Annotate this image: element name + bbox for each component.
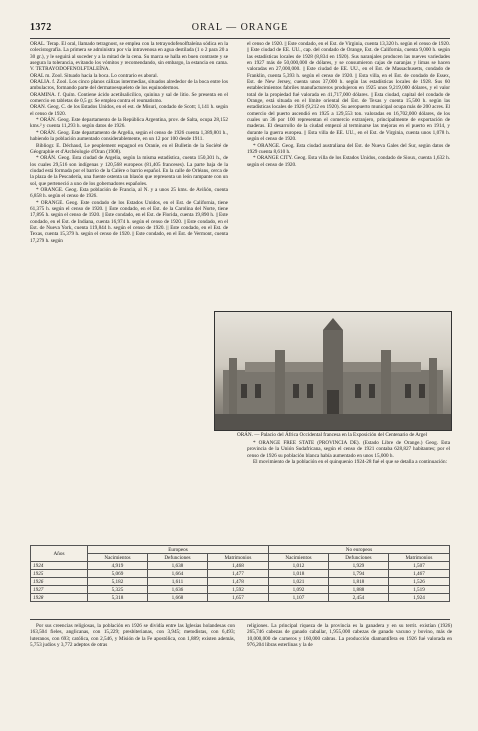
column-header: Matrimonios xyxy=(388,554,449,562)
table-cell: 5,325 xyxy=(88,586,148,594)
column-header: Nacimientos xyxy=(88,554,148,562)
table-cell: 1,794 xyxy=(328,570,388,578)
column-header: Matrimonios xyxy=(207,554,268,562)
bibliography-paragraph: Bibliogr. E. Déchaud, Le peuplement espagnol en Oranie, en el Bulletin de la Société de Géographie et d'Archéologie d'Oran (1908). xyxy=(30,142,228,155)
entry-paragraph: ORAL. Terap. El oral, llamado tetragnost, se emplea con la tetrayodofenolftaleína sódica en la colecistografía. La primera se administra por vía intravenosa en agua destilada (1 o 2 para 20 a 30 gr.), y le seguirá al suceder y a la mitad de la cena. Su marca se halla en buen contraste y se asegura la tolerancia, evitando los vómitos y recomendando, sin embargo, la estancia en cama. V. TETRAYODOFENOLFTALEÍNA. xyxy=(30,41,228,73)
table-cell: 1,467 xyxy=(388,570,449,578)
table-rule xyxy=(30,619,450,620)
table-cell: 1,519 xyxy=(388,586,449,594)
table-row xyxy=(31,586,450,594)
table-cell: 5,182 xyxy=(88,578,148,586)
entry-paragraph: * ORANGE. Geog. Este condado de los Estados Unidos, en el Est. de California, tiene 61,375 h. según el censo de 1920. || Este condado, en el Est. de la Carolina del Norte, tiene 17,895 h. según el censo de 1920. || Este condado, en el Est. de Florida, cuenta 19,890 h. || Este condado, en el Est. de Indiana, cuenta 16,974 h. según el censo de 1920. || Este condado, en el Est. de Nueva York, cuenta 119,844 h. según el censo de 1920. || Este condado, en el Est. de Texas, cuenta 15,379 h. según el censo de 1920. || Este condado, en el Est. de Vermont, cuenta 17,279 h. según xyxy=(30,199,228,244)
table-cell: 1,888 xyxy=(328,586,388,594)
year-header: Años xyxy=(31,546,88,562)
entry-paragraph: * ORÁN. Geog. Esta ciudad de Argelia, según la misma estadística, cuenta 150,301 h., de los cuales 29,516 son indígenas y 120,568 europeos (81,405 franceses). La parte baja de la ciudad está formada por el barrio de la Calère o barrio español. En la calle de Orléans, cerca de la plaza de la Pescadería, una fuente ostenta un blasón que representa un león rampante con un sol, que perteneció a uno de los gobernadores españoles. xyxy=(30,155,228,187)
header-rule xyxy=(30,38,450,39)
entry-paragraph: ORAL m. Zool. Situado hacia la boca. Lo contrario es aboral. xyxy=(30,72,159,79)
entry-paragraph: el censo de 1920. || Este condado, en el Est. de Virginia, cuenta 13,320 h. según el censo de 1920. || Este ciudad de EE. UU., cap. del condado de Orange, Est. de California, cuenta 9,000 h. según las estadísticas locales de 1928 (8,834 en 1920). Sus naranjales producen las nueves variedades en 1927 más de 50,000,000 de dólares, y se consumieron cajas de naranjas y limas se hacen valoradas en 27,000,000. || Este ciudad de EE. UU., en el Est. de Massachusetts, condado de Franklin, cuenta 5,393 h. según el censo de 1920. || Esta villa, en el Est. de condado de Essex, Est. de New Jersey, cuenta unos 37,000 h. según las estadísticas locales de 1928. Sus 60 establecimientos fabriles manufactureros produjeron en 1925 unos 9,219,000 dólares, y el valor total de la propiedad fué valorada en 41,717,000 dólares. || Esta ciudad, capital del condado de Orange, está situada en el límite oriental del Est. de Texas y cuenta 15,500 h. según las estadísticas locales de 1926 (9,212 en 1920). Su aeropuerto municipal ocupa más de 200 acres. El comercio del puerto ascendió en 1925 a 129,553 ton. valoradas en 16,702,000 dólares, de los cuales un 36 por 100 representan el comercio extranjero, principalmente de exportación de maderas. El desarrollo de la ciudad empezó al terminarse las mejoras en el puerto en 1914, y durante la guerra europea. || Esta villa de EE. UU., en el Est. de Virginia, cuenta unos 1,078 h. según el censo de 1920. xyxy=(247,41,450,143)
table-cell: 1924 xyxy=(31,562,88,570)
body-paragraph: religiones. La principal riqueza de la provincia es la ganadera y en su territ. existían (1926) 265,746 cabezas de ganado caballar, 1,955,000 cabezas de ganado vacuno y bovino, más de 10,000,000 de carneros y 160,000 cabras. La producción diamantífera en 1926 fué valorada en 976,204 libras esterlinas y la de xyxy=(247,623,452,649)
bottom-left-column xyxy=(30,623,235,648)
table-row xyxy=(31,578,450,586)
left-column xyxy=(30,41,228,244)
table-cell: 1,477 xyxy=(207,570,268,578)
column-header: Defunciones xyxy=(328,554,388,562)
table-cell: 1,638 xyxy=(147,562,207,570)
table-cell: 1,526 xyxy=(388,578,449,586)
table-cell: 1,092 xyxy=(268,586,328,594)
column-header: Nacimientos xyxy=(268,554,328,562)
body-paragraph: Por sus creencias religiosas, la población en 1926 se dividía entre las Iglesias holandesas con 163,504 fieles, anglicanas, con 15,229; presbiterianas, con 3,945; metodistas, con 6,493; luteranos, con 693; católica, con 2,546, y Misión de la Fe apostólica, con 1,889; existen además, 5,753 judíos y 3,772 adeptos de otras xyxy=(30,623,235,649)
table-row xyxy=(31,570,450,578)
table-row xyxy=(31,562,450,570)
column-header: Defunciones xyxy=(147,554,207,562)
table-cell: 1,636 xyxy=(147,586,207,594)
europeans-header: Europeos xyxy=(88,546,269,554)
table-cell: 1,668 xyxy=(147,594,207,602)
entry-paragraph: * ORÁN. Geog. Este departamento de la República Argentina, prov. de Salta, ocupa 28,152 kms.² y cuenta 11,293 h. según datos de 1926. xyxy=(30,117,228,130)
table-cell: 1,929 xyxy=(328,562,388,570)
table-cell: 1926 xyxy=(31,578,88,586)
entry-paragraph: * ORANGE FREE STATE (PROVINCIA DE). (Estado Libre de Orange.) Geog. Esta provincia de la Unión Sudafricana, según el censo de 1921 contaba 628,827 habitantes; por el censo de 1926 su población blanca había aumentado en unos 15,000 h. xyxy=(247,440,450,459)
table-cell: 2,454 xyxy=(328,594,388,602)
entry-paragraph: * ORANGE CITY. Geog. Esta villa de los Estados Unidos, condado de Sioux, cuenta 1,632 h. según el censo de 1920. xyxy=(247,155,450,168)
table-cell: 1,592 xyxy=(207,586,268,594)
table-cell: 1,018 xyxy=(268,570,328,578)
bottom-right-column xyxy=(247,623,452,648)
entry-paragraph: ORALIA. f. Zool. Los cinco planos cálizas intermedias, situados alrededor de la boca entre los ambulacros, formando parte del dermatoesqueleto de los equinodermos. xyxy=(30,79,228,92)
entry-paragraph: ORAN. Geog. C. de los Estados Unidos, en el est. de Misuri, condado de Scott; 1,141 h. según el censo de 1920. xyxy=(30,104,228,117)
entry-paragraph: * ORANGE. Geog. Esta población de Francia, al N. y a unos 25 kms. de Aviñón, cuenta 6,858 h. según el censo de 1926. xyxy=(30,186,228,200)
non-europeans-header: No europeos xyxy=(268,546,449,554)
table-cell: 1,657 xyxy=(207,594,268,602)
entry-paragraph: * ORANGE. Geog. Esta ciudad australiana del Est. de Nueva Gales del Sur, según datos de 1929 cuenta 8,610 h. xyxy=(247,142,450,155)
page-header xyxy=(30,22,450,38)
palace-illustration xyxy=(215,312,451,430)
table-cell: 1925 xyxy=(31,570,88,578)
table-cell: 5,069 xyxy=(88,570,148,578)
table-cell: 1,478 xyxy=(207,578,268,586)
table-cell: 1,818 xyxy=(328,578,388,586)
entry-paragraph: ORAMINA. f. Quím. Contiene ácido acetilsalicílico, quinina y sal de litio. Se presenta en el comercio en tabletas de 0,5 gr. Se emplea contra el reumatismo. xyxy=(30,91,228,105)
right-column-continued xyxy=(247,440,450,465)
entry-paragraph: El movimiento de la población en el quinquenio 1924-28 fué el que se detalla a continuación: xyxy=(253,459,448,466)
table-cell: 1927 xyxy=(31,586,88,594)
table-cell: 1,107 xyxy=(268,594,328,602)
table-cell: 1,664 xyxy=(147,570,207,578)
running-title: ORAL — ORANGE xyxy=(191,22,289,33)
exposition-palace-photo xyxy=(214,311,452,431)
table-cell: 1928 xyxy=(31,594,88,602)
table-cell: 1,021 xyxy=(268,578,328,586)
table-cell: 4,919 xyxy=(88,562,148,570)
table-row xyxy=(31,594,450,602)
photo-caption: ORÁN. — Palacio del África Occidental francesa en la Exposición del Centenario de Argel xyxy=(236,432,428,438)
right-column xyxy=(247,41,450,168)
page-number: 1372 xyxy=(30,22,52,33)
table-cell: 1,468 xyxy=(207,562,268,570)
table-cell: 1,924 xyxy=(388,594,449,602)
entry-paragraph: * ORÁN. Geog. Este departamento de Argelia, según el censo de 1926 cuenta 1,389,801 h., habiendo la población aumentado considerablemente, en un 12 por 100 desde 1911. xyxy=(30,129,228,143)
population-movement-table xyxy=(30,545,450,615)
table-cell: 1,507 xyxy=(388,562,449,570)
table-cell: 5,318 xyxy=(88,594,148,602)
table-cell: 1,611 xyxy=(147,578,207,586)
table-cell: 1,012 xyxy=(268,562,328,570)
